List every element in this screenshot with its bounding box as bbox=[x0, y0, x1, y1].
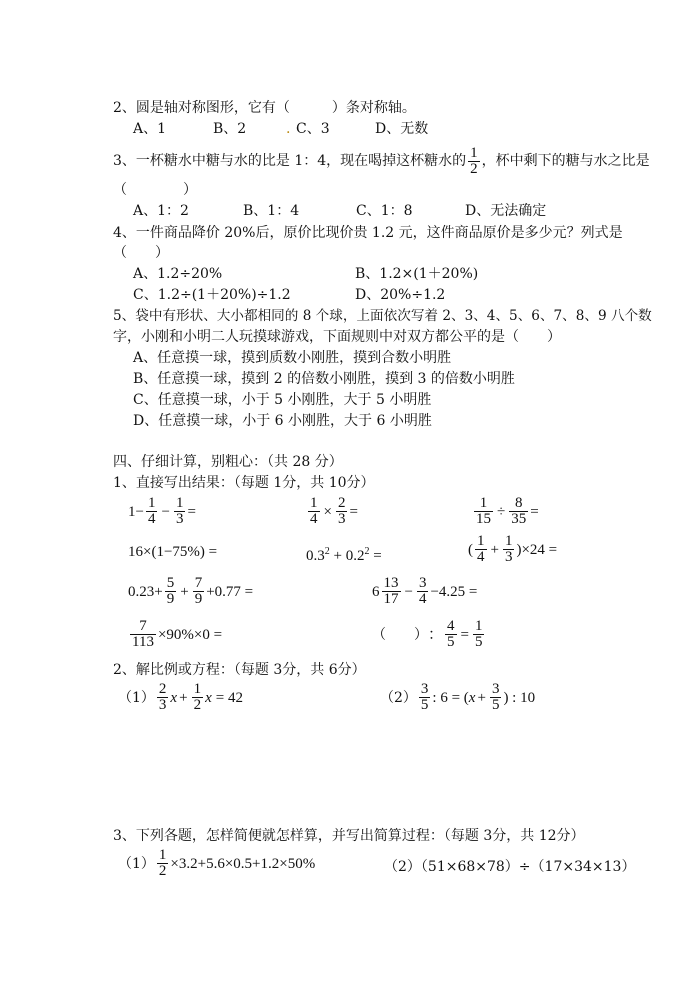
equation-2-x: x bbox=[468, 689, 476, 706]
calc-r3c1-f2n: 7 bbox=[194, 575, 203, 591]
equation-1 bbox=[118, 682, 243, 713]
calc-r3c2-f2d: 4 bbox=[418, 591, 427, 607]
calc-r1c1-f2n: 1 bbox=[175, 495, 184, 511]
calc-r2c1: 16×(1−75%) = bbox=[128, 544, 218, 560]
equation-1-f2d: 2 bbox=[193, 697, 202, 713]
calc-r1c2-f1d: 4 bbox=[310, 511, 318, 527]
q3-option-b: B、1：4 bbox=[243, 203, 300, 219]
simplify-1-f1n: 1 bbox=[158, 847, 167, 863]
calc-r4c2-colon: ： bbox=[428, 626, 444, 643]
equation-1-end: = 42 bbox=[215, 689, 243, 706]
equation-2-plus: + bbox=[477, 689, 486, 706]
equation-2-label: （2） bbox=[380, 689, 417, 706]
q3-paren: （ ） bbox=[113, 182, 197, 198]
calc-r1c2-f2d: 3 bbox=[337, 511, 346, 527]
calc-r2c3-f1d: 4 bbox=[477, 549, 485, 565]
q2-option-c: C、3 bbox=[296, 121, 330, 137]
equation-2-f2d: 5 bbox=[491, 697, 500, 713]
calc-r2c2-mid: + 0.2 bbox=[329, 548, 365, 564]
q4-stem: 4、一件商品降价 20%后，原价比现价贵 1.2 元，这件商品原价是多少元？列式是 bbox=[113, 225, 623, 241]
equation-1-f2n: 1 bbox=[193, 681, 202, 697]
calc-r1c1-minus: − bbox=[161, 503, 170, 520]
q2-option-a: A、1 bbox=[133, 121, 167, 137]
calc-r1c3-f1d: 15 bbox=[476, 511, 491, 527]
calc-r1c2-eq: = bbox=[349, 503, 358, 520]
section4-part1-title: 1、直接写出结果：（每题 1分，共 10分） bbox=[113, 475, 375, 491]
calc-r3c2-whole: 6 bbox=[372, 583, 380, 600]
equation-2-f2n: 3 bbox=[491, 681, 500, 697]
section4-part3-title: 3、下列各题，怎样简便就怎样算，并写出简算过程：（每题 3分，共 12分） bbox=[113, 828, 585, 844]
equation-2-mid: : 6 = ( bbox=[432, 689, 469, 706]
calc-r4c1 bbox=[128, 619, 222, 650]
calc-r4c2-f1n: 4 bbox=[447, 618, 455, 634]
calc-r4c1-end: ×90%×0 = bbox=[157, 626, 223, 643]
calc-r3c1-plus: + bbox=[180, 583, 189, 600]
calc-r2c2-exp2: 2 bbox=[364, 546, 370, 557]
equation-1-x1: x bbox=[170, 689, 178, 706]
calc-r2c2-exp1: 2 bbox=[324, 546, 330, 557]
section4-title: 四、仔细计算，别粗心：（共 28 分） bbox=[113, 454, 343, 470]
calc-r4c2-f1d: 5 bbox=[447, 634, 455, 650]
simplify-2: （2）（51×68×78）÷（17×34×13） bbox=[384, 859, 636, 875]
q3-stem-a: 3、一杯糖水中糖与水的比是 1：4，现在喝掉这杯糖水的 bbox=[113, 153, 467, 169]
calc-r1c2 bbox=[306, 496, 358, 527]
calc-r2c3-f2n: 1 bbox=[504, 533, 513, 549]
calc-r1c3-f1n: 1 bbox=[479, 495, 488, 511]
calc-r3c1-f1d: 9 bbox=[166, 591, 175, 607]
q5-line1: 5、袋中有形状、大小都相同的 8 个球，上面依次写着 2、3、4、5、6、7、8、9 八个数 bbox=[113, 308, 652, 324]
calc-r1c2-f1n: 1 bbox=[310, 495, 318, 511]
calc-r2c3-plus: + bbox=[490, 541, 499, 558]
calc-r4c2-f2d: 5 bbox=[474, 634, 483, 650]
q3-stem-b: ，杯中剩下的糖与水之比是 bbox=[481, 153, 650, 169]
calc-r2c3-close: )×24 = bbox=[516, 541, 558, 558]
equation-1-x2: x bbox=[205, 689, 212, 706]
equation-1-label: （1） bbox=[118, 689, 155, 706]
q4-option-b: B、1.2×(1＋20%) bbox=[355, 266, 479, 282]
q3-option-c: C、1：8 bbox=[356, 203, 413, 219]
calc-r1c1-f2d: 3 bbox=[175, 511, 184, 527]
q5-option-b: B、任意摸一球，摸到 2 的倍数小刚胜，摸到 3 的倍数小明胜 bbox=[133, 371, 515, 387]
calc-r3c1-f2d: 9 bbox=[194, 591, 203, 607]
q4-paren: （ ） bbox=[113, 245, 169, 261]
calc-r1c3-f2d: 35 bbox=[511, 511, 527, 527]
calc-r4c2-f2n: 1 bbox=[474, 618, 483, 634]
calc-r1c1-f1n: 1 bbox=[147, 495, 156, 511]
calc-r1c1-a: 1− bbox=[128, 503, 144, 520]
q3-option-a: A、1：2 bbox=[133, 203, 189, 219]
calc-r3c2-f2n: 3 bbox=[418, 575, 427, 591]
calc-r2c2-end: = bbox=[369, 548, 382, 564]
calc-r3c2-minus: − bbox=[404, 583, 413, 600]
q5-option-a: A、任意摸一球，摸到质数小刚胜，摸到合数小明胜 bbox=[133, 350, 452, 366]
q3-fraction bbox=[468, 146, 480, 177]
simplify-1-label: （1） bbox=[118, 855, 155, 872]
q4-option-d: D、20%÷1.2 bbox=[355, 287, 446, 303]
calc-r1c1 bbox=[128, 496, 196, 527]
calc-r2c3 bbox=[468, 534, 557, 565]
calc-r3c1-f1n: 5 bbox=[166, 575, 175, 591]
calc-r1c3-eq: = bbox=[530, 503, 539, 520]
q4-option-a: A、1.2÷20% bbox=[133, 266, 223, 282]
equation-2-f1n: 3 bbox=[420, 681, 429, 697]
q5-option-d: D、任意摸一球，小于 6 小刚胜，大于 6 小明胜 bbox=[133, 413, 432, 429]
calc-r4c1-f1n: 7 bbox=[139, 618, 147, 634]
q3-frac-num: 1 bbox=[470, 144, 478, 161]
equation-1-f1n: 2 bbox=[158, 681, 167, 697]
simplify-1-end: ×3.2+5.6×0.5+1.2×50% bbox=[170, 855, 316, 872]
calc-r1c1-eq: = bbox=[187, 503, 196, 520]
q5-option-c: C、任意摸一球，小于 5 小刚胜，大于 5 小明胜 bbox=[133, 392, 432, 408]
q4-option-c: C、1.2÷(1＋20%)÷1.2 bbox=[133, 287, 291, 303]
calc-r4c1-f1d: 113 bbox=[132, 634, 154, 650]
q2-stray-mark: . bbox=[286, 121, 291, 137]
calc-r1c3-op: ÷ bbox=[497, 503, 506, 520]
equation-2-f1d: 5 bbox=[420, 697, 429, 713]
calc-r3c2-end: −4.25 = bbox=[430, 583, 478, 600]
equation-1-f1d: 3 bbox=[158, 697, 167, 713]
q3-stem bbox=[113, 141, 650, 181]
calc-r3c2-f1d: 17 bbox=[383, 591, 399, 607]
calc-r1c2-f2n: 2 bbox=[337, 495, 346, 511]
calc-r3c1-a: 0.23+ bbox=[128, 583, 163, 600]
equation-2 bbox=[380, 682, 535, 713]
q3-option-d: D、无法确定 bbox=[465, 203, 547, 219]
q2-option-b: B、2 bbox=[213, 121, 247, 137]
calc-r2c3-f2d: 3 bbox=[504, 549, 513, 565]
calc-r1c1-f1d: 4 bbox=[147, 511, 156, 527]
calc-r3c1-end: +0.77 = bbox=[206, 583, 254, 600]
calc-r4c2 bbox=[372, 619, 486, 650]
calc-r1c2-op: × bbox=[323, 503, 332, 520]
simplify-1 bbox=[118, 848, 315, 879]
section4-part2-title: 2、解比例或方程：（每题 3分，共 6分） bbox=[113, 662, 366, 678]
calc-r2c2-base1: 0.3 bbox=[306, 548, 325, 564]
calc-r1c3-f2n: 8 bbox=[514, 495, 523, 511]
calc-r2c2 bbox=[306, 543, 382, 565]
q5-line2: 字，小刚和小明二人玩摸球游戏，下面规则中对双方都公平的是（ ） bbox=[113, 329, 561, 345]
q3-frac-den: 2 bbox=[470, 160, 478, 177]
calc-r3c2-f1n: 13 bbox=[383, 575, 399, 591]
calc-r2c3-open: ( bbox=[468, 541, 473, 558]
equation-2-end: ) : 10 bbox=[503, 689, 536, 706]
calc-r2c3-f1n: 1 bbox=[477, 533, 485, 549]
q2-option-d: D、无数 bbox=[375, 121, 429, 137]
equation-1-plus: + bbox=[179, 689, 188, 706]
calc-r4c2-paren: （ ） bbox=[372, 626, 428, 643]
calc-r1c3 bbox=[472, 496, 539, 527]
calc-r3c1 bbox=[128, 576, 253, 607]
calc-r4c2-eq: = bbox=[460, 626, 469, 643]
calc-r3c2 bbox=[372, 576, 477, 607]
simplify-1-f1d: 2 bbox=[158, 863, 167, 879]
q2-stem: 2、圆是轴对称图形，它有（ ）条对称轴。 bbox=[113, 100, 416, 116]
